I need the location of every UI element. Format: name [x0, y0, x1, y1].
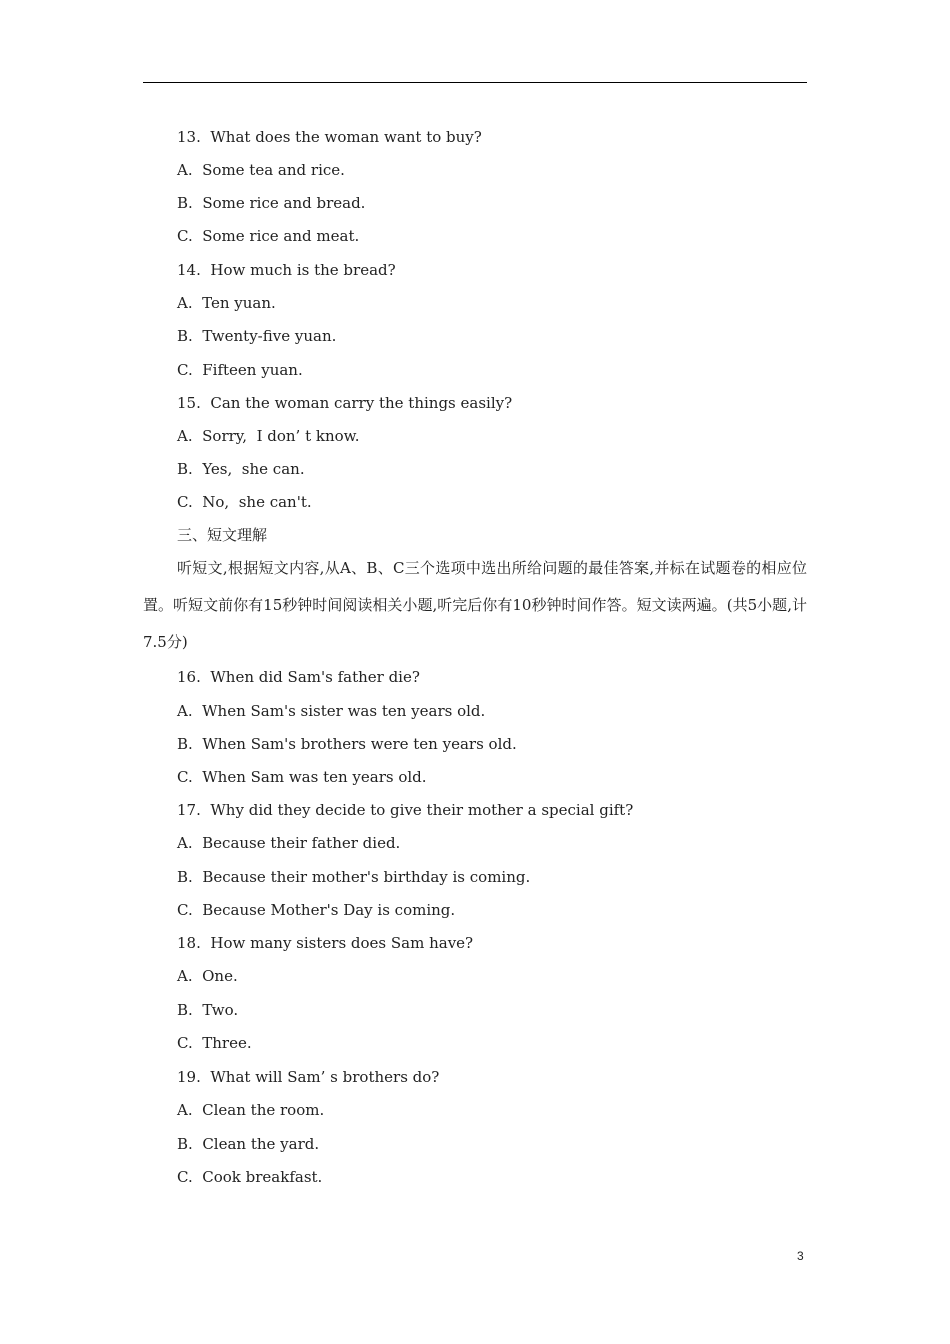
option-13c: C. Some rice and meat.	[177, 227, 360, 245]
option-15a: A. Sorry, I don’ t know.	[177, 427, 360, 445]
option-14a: A. Ten yuan.	[177, 294, 276, 312]
section-heading: 三、短文理解	[177, 526, 268, 544]
question-17: 17. Why did they decide to give their mother a special gift?	[177, 801, 634, 819]
option-19a: A. Clean the room.	[177, 1101, 325, 1119]
option-18a: A. One.	[177, 967, 238, 985]
section-instructions: 听短文,根据短文内容,从A、B、C三个选项中选出所给问题的最佳答案,并标在试题卷的相应位置。听短文前你有15秒钟时间阅读相关小题,听完后你有10秒钟时间作答。短文读两遍。(共5小题,计7.5分)	[143, 559, 807, 651]
option-13a: A. Some tea and rice.	[177, 161, 345, 179]
header-rule	[143, 82, 807, 83]
question-18: 18. How many sisters does Sam have?	[177, 934, 474, 952]
option-16b: B. When Sam's brothers were ten years old.	[177, 735, 517, 753]
option-16a: A. When Sam's sister was ten years old.	[177, 702, 486, 720]
option-18b: B. Two.	[177, 1001, 239, 1019]
question-15: 15. Can the woman carry the things easily?	[177, 394, 513, 412]
question-14: 14. How much is the bread?	[177, 261, 396, 279]
question-19: 19. What will Sam’ s brothers do?	[177, 1068, 440, 1086]
option-13b: B. Some rice and bread.	[177, 194, 366, 212]
option-17a: A. Because their father died.	[177, 834, 401, 852]
option-18c: C. Three.	[177, 1034, 252, 1052]
option-15c: C. No, she can't.	[177, 493, 312, 511]
page-number: 3	[797, 1249, 804, 1263]
option-19c: C. Cook breakfast.	[177, 1168, 323, 1186]
option-17c: C. Because Mother's Day is coming.	[177, 901, 456, 919]
option-14c: C. Fifteen yuan.	[177, 361, 303, 379]
question-13: 13. What does the woman want to buy?	[177, 128, 482, 146]
option-19b: B. Clean the yard.	[177, 1135, 320, 1153]
option-17b: B. Because their mother's birthday is coming.	[177, 868, 531, 886]
option-14b: B. Twenty-five yuan.	[177, 327, 337, 345]
option-16c: C. When Sam was ten years old.	[177, 768, 427, 786]
option-15b: B. Yes, she can.	[177, 460, 305, 478]
question-16: 16. When did Sam's father die?	[177, 668, 420, 686]
